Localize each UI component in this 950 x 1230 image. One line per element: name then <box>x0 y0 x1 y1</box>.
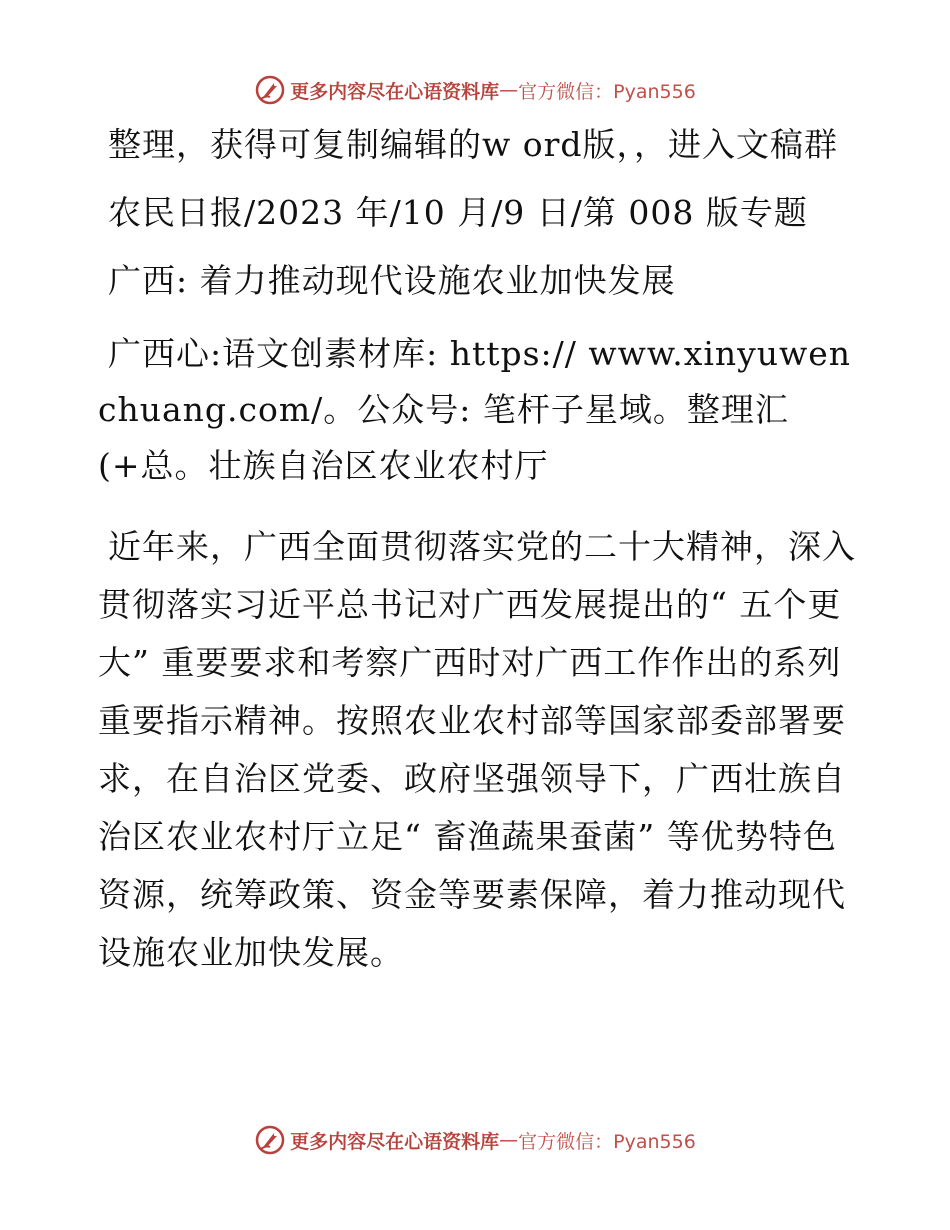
article-title: 广西: 着力推动现代设施农业加快发展 <box>108 261 676 300</box>
banner-wechat-text: 官方微信：Pyan556 <box>518 1130 696 1153</box>
banner-separator: — <box>499 79 519 101</box>
paragraph-source: 农民日报/2023 年/10 月/9 日/第 008 版专题 <box>108 193 808 232</box>
header-banner <box>0 70 950 110</box>
banner-wechat-text: 官方微信：Pyan556 <box>518 80 696 103</box>
banner-main-text: 更多内容尽在心语资料库 <box>290 80 500 103</box>
banner-separator: — <box>499 1129 519 1151</box>
paragraph-intro: 整理，获得可复制编辑的w ord版，，进入文稿群 <box>108 125 839 164</box>
footer-banner <box>0 1120 950 1160</box>
paragraph-body: 近年来，广西全面贯彻落实党的二十大精神，深入贯彻落实习近平总书记对广西发展提出的“ 五个更大” 重要要求和考察广西时对广西工作作出的系列重要指示精神。按照农业农村部等国家部委部署要求，在自治区党委、政府坚强领导下，广西壮族自治区农业农村厅立足“ 畜渔蔬果蚕菌” 等优势特色资源，统筹政策、资金等要素保障，着力推动现代设施农业加快发展。 <box>98 527 856 972</box>
banner-main-text: 更多内容尽在心语资料库 <box>290 1130 500 1153</box>
pen-nib-icon <box>254 1124 286 1156</box>
document-body <box>98 122 858 982</box>
paragraph-author: 广西心:语文创素材库: https:// www.xinyuwenchuang.com/。公众号: 笔杆子星域。整理汇 (+总。壮族自治区农业农村厅 <box>98 334 852 485</box>
pen-nib-icon <box>254 74 286 106</box>
